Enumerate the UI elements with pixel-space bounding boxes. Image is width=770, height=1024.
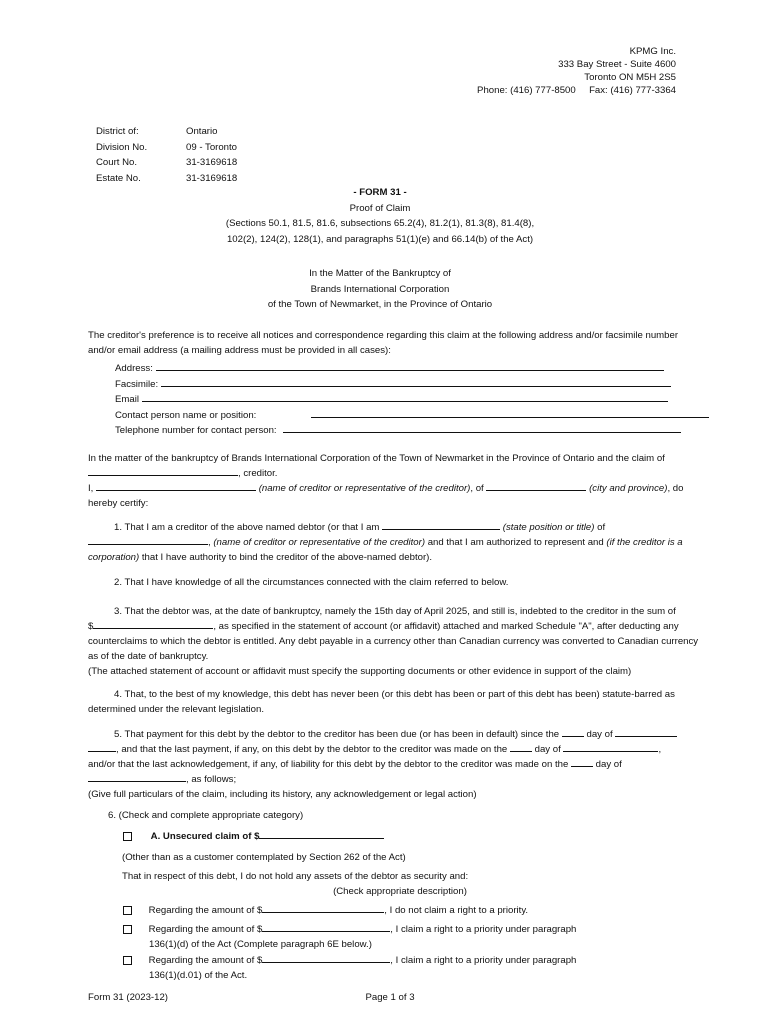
email-field[interactable] xyxy=(142,392,668,402)
telephone-field[interactable] xyxy=(283,423,681,433)
paragraph-6: 6. (Check and complete appropriate category) xyxy=(108,810,304,821)
contact-field[interactable] xyxy=(311,408,709,418)
priority-option-1-checkbox[interactable] xyxy=(123,906,132,915)
footer-form-number: Form 31 (2023-12) xyxy=(88,992,168,1003)
info-row: District of: Ontario xyxy=(96,126,218,137)
preference-intro: The creditor's preference is to receive all notices and correspondence regarding this claim at the following address and/or facsimile number xyxy=(88,330,679,341)
address-row: Address: xyxy=(115,361,675,377)
due-day-field[interactable] xyxy=(562,727,584,737)
paragraph-2: 2. That I have knowledge of all the circumstances connected with the claim referred to below. xyxy=(114,577,509,588)
firm-fax: Fax: (416) 777-3364 xyxy=(589,84,676,96)
matter-line: In the Matter of the Bankruptcy of xyxy=(309,268,451,279)
contact-row: Contact person name or position: xyxy=(115,408,675,424)
facsimile-field[interactable] xyxy=(161,377,671,387)
category-a-checkbox[interactable] xyxy=(123,832,132,841)
creditor-field[interactable] xyxy=(88,535,208,545)
priority-1-amount-field[interactable] xyxy=(262,903,384,913)
certification-block: In the matter of the bankruptcy of Brands International Corporation of the Town of Newmarket in the Province of Ontario and the claim of , creditor. I, (name of creditor or representative of the creditor), of (city and province), do hereby certify: xyxy=(88,453,684,509)
priority-2-amount-field[interactable] xyxy=(262,922,390,932)
matter-statement: In the matter of the bankruptcy of Brands International Corporation of the Town of Newmarket in the Province of Ontario and the claim of xyxy=(88,453,665,464)
priority-option-3: Regarding the amount of $ , I claim a right to a priority under paragraph 136(1)(d.01) of the Act. xyxy=(123,953,576,983)
firm-header xyxy=(376,46,676,98)
contact-fields xyxy=(115,361,675,439)
category-a-note: (Other than as a customer contemplated by Section 262 of the Act) xyxy=(122,852,406,863)
priority-option-2: Regarding the amount of $ , I claim a right to a priority under paragraph 136(1)(d) of the Act (Complete paragraph 6E below.) xyxy=(123,922,576,952)
info-row: Division No. 09 - Toronto xyxy=(96,141,238,153)
priority-option-2-checkbox[interactable] xyxy=(123,925,132,934)
payment-day-field[interactable] xyxy=(510,742,532,752)
form-sections-1: (Sections 50.1, 81.5, 81.6, subsections 65.2(4), 81.2(1), 81.3(8), 81.4(8), xyxy=(225,218,535,229)
telephone-row: Telephone number for contact person: xyxy=(115,423,675,439)
firm-phone: Phone: (416) 777-8500 xyxy=(477,84,576,96)
preference-intro: and/or email address (a mailing address must be provided in all cases): xyxy=(88,345,391,356)
email-row: Email xyxy=(115,392,675,408)
due-year-field[interactable] xyxy=(88,742,116,752)
city-province-field[interactable] xyxy=(486,481,586,491)
category-a-respect: That in respect of this debt, I do not hold any assets of the debtor as security and: xyxy=(122,871,469,882)
position-field[interactable] xyxy=(382,520,500,530)
form-title-block xyxy=(0,185,760,247)
estate-info xyxy=(96,124,237,186)
paragraph-1: 1. That I am a creditor of the above named debtor (or that I am (state position or title) of , (name of creditor or representative of the creditor) and that I am authorized to represent and (if the creditor is a corporation) that I have authority to bind the creditor of the above-named debtor). xyxy=(88,522,683,563)
facsimile-row: Facsimile: xyxy=(115,377,675,393)
paragraph-5: 5. That payment for this debt by the debtor to the creditor has been due (or has been in default) since the day of , and that the last payment, if any, on this debt by the debtor to the creditor was made on the day of , and/or that the last acknowledgement, if any, of liability for this debt by the debtor to the creditor was made on the day of , as follows; (Give full particulars of the claim, including its history, any acknowledgement or legal action) xyxy=(88,727,678,802)
priority-option-1: Regarding the amount of $ , I do not claim a right to a priority. xyxy=(123,903,528,918)
priority-option-3-checkbox[interactable] xyxy=(123,956,132,965)
category-a-check-note: (Check appropriate description) xyxy=(333,886,467,897)
creditor-name-field[interactable] xyxy=(96,481,256,491)
claim-amount-field[interactable] xyxy=(93,619,213,629)
footer-page-number: Page 1 of 3 xyxy=(365,992,415,1003)
form-title: - FORM 31 - xyxy=(353,187,407,198)
paragraph-4: 4. That, to the best of my knowledge, this debt has never been (or this debt has been or part of this debt has been) statute-barred as determined under the relevant legislation. xyxy=(88,689,675,715)
due-month-field[interactable] xyxy=(615,727,677,737)
category-a-row: A. Unsecured claim of $ xyxy=(123,829,384,844)
firm-city: Toronto ON M5H 2S5 xyxy=(584,71,676,83)
address-field[interactable] xyxy=(156,361,664,371)
firm-name: KPMG Inc. xyxy=(629,46,676,57)
paragraph-3: 3. That the debtor was, at the date of bankruptcy, namely the 15th day of April 2025, and still is, indebted to the creditor in the sum of $ , as specified in the statement of account (or affidavit) attached and marked Schedule "A", after deducting any counterclaims to which the debtor is entitled. Any debt payable in a currency other than Canadian currency was converted to Canadian currency as of the date of bankruptcy. (The attached statement of account or affidavit must specify the supporting documents or other evidence in support of the claim) xyxy=(88,606,699,677)
payment-month-field[interactable] xyxy=(563,742,658,752)
ack-month-field[interactable] xyxy=(88,772,186,782)
firm-street: 333 Bay Street - Suite 4600 xyxy=(558,58,676,70)
preference-block xyxy=(88,328,678,358)
firm-contact xyxy=(376,85,676,98)
form-subtitle: Proof of Claim xyxy=(349,202,411,214)
matter-line: of the Town of Newmarket, in the Province of Ontario xyxy=(267,299,493,310)
debtor-name: Brands International Corporation xyxy=(310,283,450,295)
ack-day-field[interactable] xyxy=(571,757,593,767)
unsecured-amount-field[interactable] xyxy=(259,829,384,839)
matter-block xyxy=(0,266,760,313)
creditor-claim-field[interactable] xyxy=(88,466,238,476)
info-row: Estate No. 31-3169618 xyxy=(96,172,238,184)
info-row: Court No. 31-3169618 xyxy=(96,157,238,168)
priority-3-amount-field[interactable] xyxy=(262,953,390,963)
form-sections-2: 102(2), 124(2), 128(1), and paragraphs 51(1)(e) and 66.14(b) of the Act) xyxy=(226,233,534,245)
